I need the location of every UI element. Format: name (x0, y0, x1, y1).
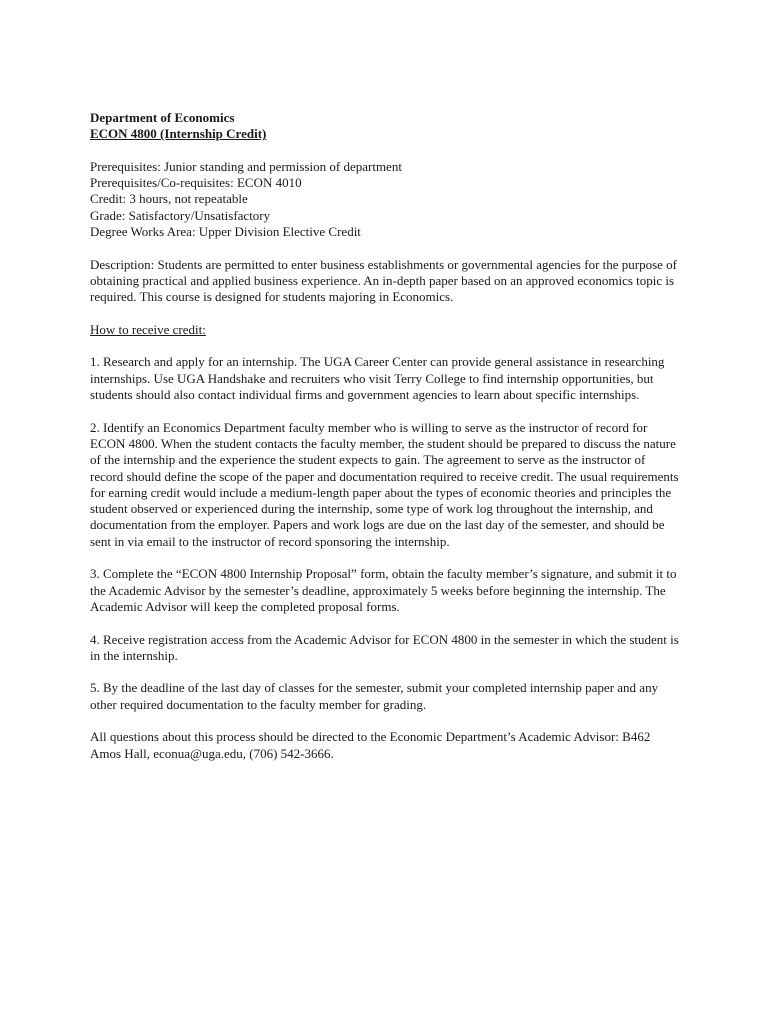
step-2-paragraph: 2. Identify an Economics Department faculty member who is willing to serve as the instructor of record for ECON 4800. When the student contacts the faculty member, the student should be prepared to discuss the nature of the internship and the experience the student expects to gain. The agreement to serve as the instructor of record should define the scope of the paper and documentation required to receive credit. The usual requirements for earning credit would include a medium-length paper about the types of economic theories and principles the student observed or experienced during the internship, some type of work log throughout the internship, and documentation from the employer. Papers and work logs are due on the last day of the semester, and should be sent in via email to the instructor of record sponsoring the internship. (90, 419, 679, 549)
course-title: ECON 4800 (Internship Credit) (90, 126, 267, 142)
document-page (90, 110, 680, 778)
course-details (90, 159, 680, 240)
step-1-paragraph: 1. Research and apply for an internship. The UGA Career Center can provide general assistance in researching internships. Use UGA Handshake and recruiters who visit Terry College to find internship opportunities, but students should also contact individual firms and government agencies to learn about specific internships. (90, 354, 665, 403)
department-title: Department of Economics (90, 110, 235, 125)
prerequisites-line: Prerequisites: Junior standing and permission of department (90, 158, 402, 174)
degree-works-line: Degree Works Area: Upper Division Elective Credit (90, 224, 361, 240)
step-3-paragraph: 3. Complete the “ECON 4800 Internship Proposal” form, obtain the faculty member’s signature, and submit it to the Academic Advisor by the semester’s deadline, approximately 5 weeks before beginning the internship. The Academic Advisor will keep the completed proposal forms. (90, 566, 677, 614)
credit-line: Credit: 3 hours, not repeatable (90, 191, 248, 207)
corequisites-line: Prerequisites/Co-requisites: ECON 4010 (90, 175, 302, 191)
step-4-paragraph: 4. Receive registration access from the Academic Advisor for ECON 4800 in the semester in which the student is in the internship. (90, 631, 679, 663)
contact-paragraph: All questions about this process should be directed to the Economic Department’s Academic Advisor: B462 Amos Hall, econua@uga.edu, (706) 542-3666. (90, 729, 651, 761)
how-to-heading: How to receive credit: (90, 321, 206, 337)
description-paragraph: Description: Students are permitted to enter business establishments or governmental agencies for the purpose of obtaining practical and applied business experience. An in-depth paper based on an approved economics topic is required. This course is designed for students majoring in Economics. (90, 256, 678, 305)
grade-line: Grade: Satisfactory/Unsatisfactory (90, 207, 271, 223)
step-5-paragraph: 5. By the deadline of the last day of classes for the semester, submit your completed internship paper and any other required documentation to the faculty member for grading. (90, 680, 659, 712)
spacer (90, 143, 680, 159)
